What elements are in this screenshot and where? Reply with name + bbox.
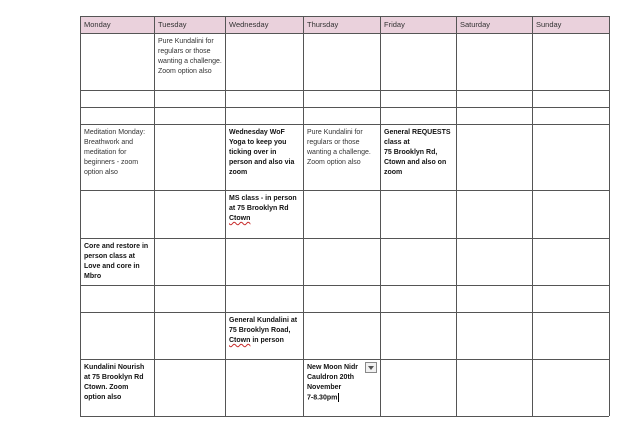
grid-line (80, 16, 609, 17)
grid-line (80, 16, 81, 416)
grid-line (456, 16, 457, 416)
class-text: 7-8.30pm (307, 394, 338, 402)
class-text-misspelled: Ctown (229, 337, 251, 344)
grid-line (80, 416, 609, 417)
class-entry-tuesday-7am[interactable]: Pure Kundalini for regulars or those wanting a challenge. Zoom option also (158, 38, 222, 75)
class-entry-monday-9am[interactable]: Meditation Monday: Breathwork and meditation for beginners - zoom option also (84, 129, 146, 176)
grid-line (80, 238, 609, 239)
header-sunday: Sunday (533, 16, 609, 33)
header-tuesday: Tuesday (155, 16, 225, 33)
grid-line (609, 16, 610, 416)
class-text: New Moon Nidr (307, 364, 358, 371)
grid-line (80, 190, 609, 191)
grid-line (80, 33, 609, 34)
grid-line (80, 107, 609, 108)
class-text: General REQUESTS class at (384, 129, 451, 146)
grid-line (80, 312, 609, 313)
grid-line (80, 285, 609, 286)
class-entry-friday-9am[interactable] (381, 126, 456, 180)
header-saturday: Saturday (457, 16, 532, 33)
class-text-misspelled: Ctown (229, 215, 251, 222)
class-text: MS class - in person at 75 Brooklyn Rd (229, 195, 297, 212)
header-wednesday: Wednesday (226, 16, 303, 33)
class-entry-wednesday-1030[interactable] (226, 192, 303, 226)
class-entry-wednesday-515[interactable] (226, 314, 303, 348)
dropdown-arrow-button[interactable] (365, 362, 377, 373)
class-entry-monday-7pm[interactable]: Kundalini Nourish at 75 Brooklyn Rd Ctown. Zoom option also (84, 364, 145, 401)
grid-line (303, 16, 304, 416)
class-entry-monday-1115[interactable]: Core and restore in person class at Love and core in Mbro (84, 243, 149, 280)
grid-line (532, 16, 533, 416)
class-entry-wednesday-9am[interactable]: Wednesday WoF Yoga to keep you ticking over in person and also via zoom (229, 129, 295, 176)
class-text: 75 Brooklyn Rd, Ctown and also on zoom (384, 149, 447, 176)
grid-line (80, 124, 609, 125)
class-text: Cauldron 20th November (307, 374, 355, 391)
header-monday: Monday (81, 16, 154, 33)
class-entry-thursday-9am[interactable]: Pure Kundalini for regulars or those wanting a challenge. Zoom option also (307, 129, 371, 166)
grid-line (80, 90, 609, 91)
header-thursday: Thursday (304, 16, 380, 33)
class-text: General Kundalini at 75 Brooklyn Road, (229, 317, 298, 334)
header-friday: Friday (381, 16, 456, 33)
text-cursor (338, 393, 339, 402)
grid-line (80, 359, 609, 360)
grid-line (380, 16, 381, 416)
class-text: in person (252, 337, 284, 344)
